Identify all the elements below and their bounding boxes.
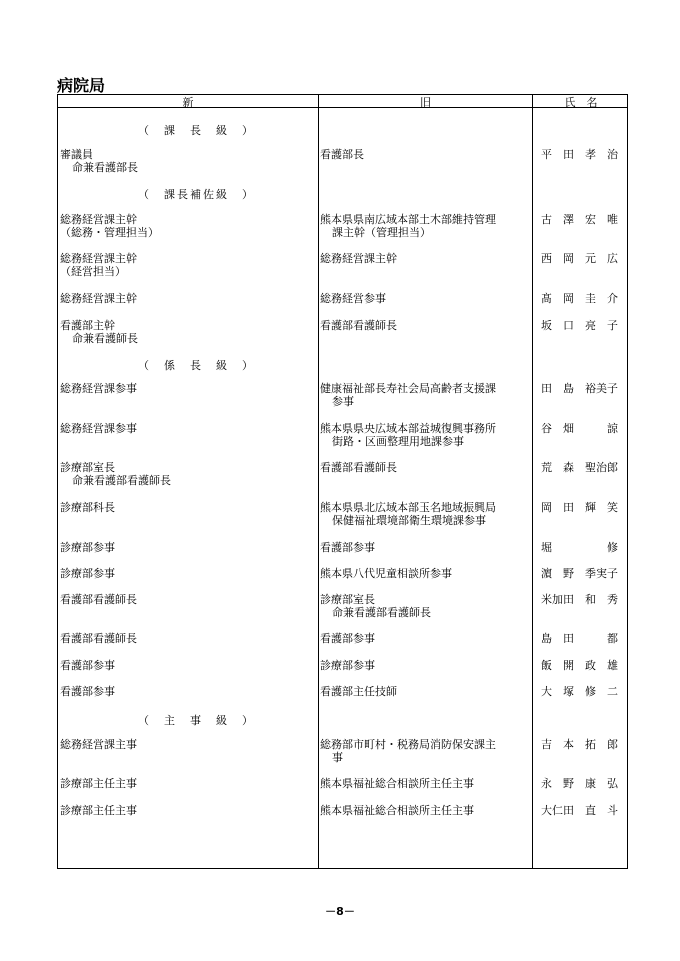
person-name: 永 野 康 弘: [541, 777, 618, 790]
person-name: 吉 本 拓 郎: [541, 738, 618, 751]
section-label: （ 課長補佐級 ）: [138, 188, 255, 201]
page-number: －8－: [325, 905, 355, 918]
person-name: 平 田 孝 治: [541, 148, 618, 161]
person-name: 大仁田 直 斗: [541, 804, 618, 817]
old-post: 総務経営参事: [320, 292, 386, 305]
new-post: 診療部参事: [60, 567, 115, 580]
old-post: 看護部主任技師: [320, 685, 397, 698]
person-name: 飯 開 政 雄: [541, 659, 618, 672]
new-post-sub: （経営担当）: [60, 265, 126, 278]
header-new: 新: [182, 96, 194, 109]
column-divider: [532, 95, 533, 868]
new-post: 診療部参事: [60, 541, 115, 554]
old-post: 看護部看護師長: [320, 461, 397, 474]
old-post: 健康福祉部長寿社会局高齢者支援課: [320, 382, 496, 395]
old-post: 看護部長: [320, 148, 364, 161]
old-post: 診療部参事: [320, 659, 375, 672]
old-post: 看護部看護師長: [320, 319, 397, 332]
old-post: 看護部参事: [320, 541, 375, 554]
old-post-sub: 課主幹（管理担当）: [332, 226, 431, 239]
old-post-sub: 保健福祉環境部衛生環境課参事: [332, 514, 486, 527]
person-name: 西 岡 元 広: [541, 252, 618, 265]
person-name: 谷 畑 諒: [541, 422, 618, 435]
new-post: 診療部主任主事: [60, 804, 137, 817]
new-post: 看護部主幹: [60, 319, 115, 332]
new-post-sub: 命兼看護部長: [72, 161, 138, 174]
old-post: 診療部室長: [320, 593, 375, 606]
new-post: 総務経営課参事: [60, 382, 137, 395]
section-label: （ 主 事 級 ）: [138, 714, 255, 727]
old-post: 総務経営課主幹: [320, 252, 397, 265]
person-name: 髙 岡 圭 介: [541, 292, 618, 305]
person-name: 岡 田 輝 笑: [541, 501, 618, 514]
new-post: 看護部参事: [60, 685, 115, 698]
new-post: 看護部看護師長: [60, 593, 137, 606]
old-post-sub: 参事: [332, 395, 354, 408]
old-post: 熊本県県北広域本部玉名地域振興局: [320, 501, 496, 514]
person-name: 古 澤 宏 唯: [541, 213, 618, 226]
person-name: 坂 口 亮 子: [541, 319, 618, 332]
old-post: 総務部市町村・税務局消防保安課主: [320, 738, 496, 751]
old-post: 熊本県福祉総合相談所主任主事: [320, 777, 474, 790]
new-post: 総務経営課主事: [60, 738, 137, 751]
section-label: （ 係 長 級 ）: [138, 359, 255, 372]
new-post: 診療部室長: [60, 461, 115, 474]
person-name: 大 塚 修 二: [541, 685, 618, 698]
old-post: 熊本県福祉総合相談所主任主事: [320, 804, 474, 817]
new-post: 総務経営課主幹: [60, 252, 137, 265]
page-title: 病院局: [57, 76, 106, 95]
new-post: 総務経営課参事: [60, 422, 137, 435]
old-post-sub: 事: [332, 751, 343, 764]
person-name: 島 田 都: [541, 632, 618, 645]
new-post: 看護部看護師長: [60, 632, 137, 645]
header-old: 旧: [420, 96, 431, 109]
person-name: 米加田 和 秀: [541, 593, 618, 606]
new-post: 診療部主任主事: [60, 777, 137, 790]
new-post: 審議員: [60, 148, 93, 161]
new-post: 総務経営課主幹: [60, 292, 137, 305]
new-post: 診療部科長: [60, 501, 115, 514]
person-name: 田 島 裕美子: [541, 382, 618, 395]
personnel-table: [57, 94, 628, 869]
person-name: 濵 野 季実子: [541, 567, 618, 580]
person-name: 堀 修: [541, 541, 618, 554]
column-divider: [318, 95, 319, 868]
header-name: 氏 名: [564, 96, 598, 109]
new-post-sub: （総務・管理担当）: [60, 226, 159, 239]
person-name: 荒 森 聖治郎: [541, 461, 618, 474]
new-post: 看護部参事: [60, 659, 115, 672]
old-post-sub: 街路・区画整理用地課参事: [332, 435, 464, 448]
old-post: 熊本県県南広域本部土木部維持管理: [320, 213, 496, 226]
section-label: （ 課 長 級 ）: [138, 124, 255, 137]
new-post-sub: 命兼看護師長: [72, 332, 138, 345]
new-post: 総務経営課主幹: [60, 213, 137, 226]
old-post: 熊本県県央広域本部益城復興事務所: [320, 422, 496, 435]
old-post-sub: 命兼看護部看護師長: [332, 606, 431, 619]
new-post-sub: 命兼看護部看護師長: [72, 474, 171, 487]
old-post: 看護部参事: [320, 632, 375, 645]
old-post: 熊本県八代児童相談所参事: [320, 567, 452, 580]
